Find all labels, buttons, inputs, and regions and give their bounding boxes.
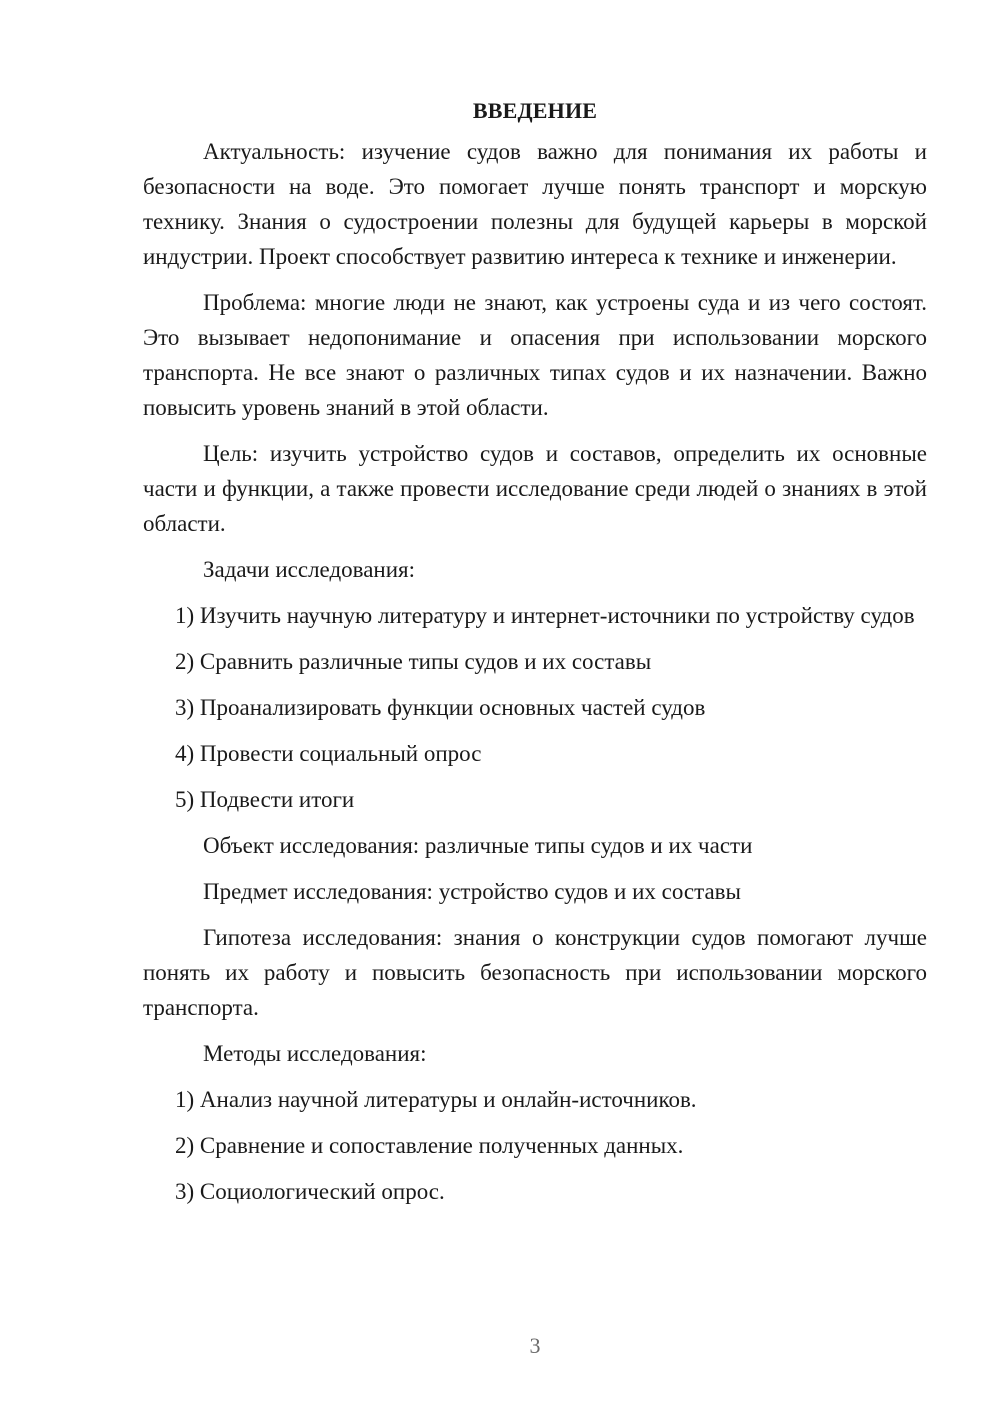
task-item-4: 4) Провести социальный опрос: [175, 741, 482, 766]
subject-line: Предмет исследования: устройство судов и их составы: [203, 879, 741, 904]
task-item-3: 3) Проанализировать функции основных частей судов: [175, 695, 706, 720]
methods-heading: Методы исследования:: [203, 1041, 427, 1066]
method-item-1: 1) Анализ научной литературы и онлайн-источников.: [175, 1087, 697, 1112]
object-line: Объект исследования: различные типы судов и их части: [203, 833, 753, 858]
task-item-5: 5) Подвести итоги: [175, 787, 355, 812]
page-number: 3: [529, 1333, 541, 1358]
tasks-heading: Задачи исследования:: [203, 557, 416, 582]
task-item-1: 1) Изучить научную литературу и интернет-источники по устройству судов: [175, 603, 915, 628]
hypothesis-paragraph: Гипотеза исследования: знания о конструкции судов помогают лучше понять их работу и повысить безопасность при использовании морского транспорта.: [143, 925, 927, 1020]
relevance-paragraph: Актуальность: изучение судов важно для понимания их работы и безопасности на воде. Это помогает лучше понять транспорт и морскую технику. Знания о судостроении полезны для будущей карьеры в морской индустрии. Проект способствует развитию интереса к технике и инженерии.: [143, 139, 927, 269]
method-item-2: 2) Сравнение и сопоставление полученных данных.: [175, 1133, 684, 1158]
page-content: [143, 96, 927, 1220]
goal-paragraph: Цель: изучить устройство судов и составов, определить их основные части и функции, а также провести исследование среди людей о знаниях в этой области.: [143, 441, 927, 536]
problem-paragraph: Проблема: многие люди не знают, как устроены суда и из чего состоят. Это вызывает недопонимание и опасения при использовании морского транспорта. Не все знают о различных типах судов и их назначении. Важно повысить уровень знаний в этой области.: [143, 290, 927, 420]
method-item-3: 3) Социологический опрос.: [175, 1179, 445, 1204]
section-title: ВВЕДЕНИЕ: [472, 98, 598, 123]
task-item-2: 2) Сравнить различные типы судов и их составы: [175, 649, 652, 674]
